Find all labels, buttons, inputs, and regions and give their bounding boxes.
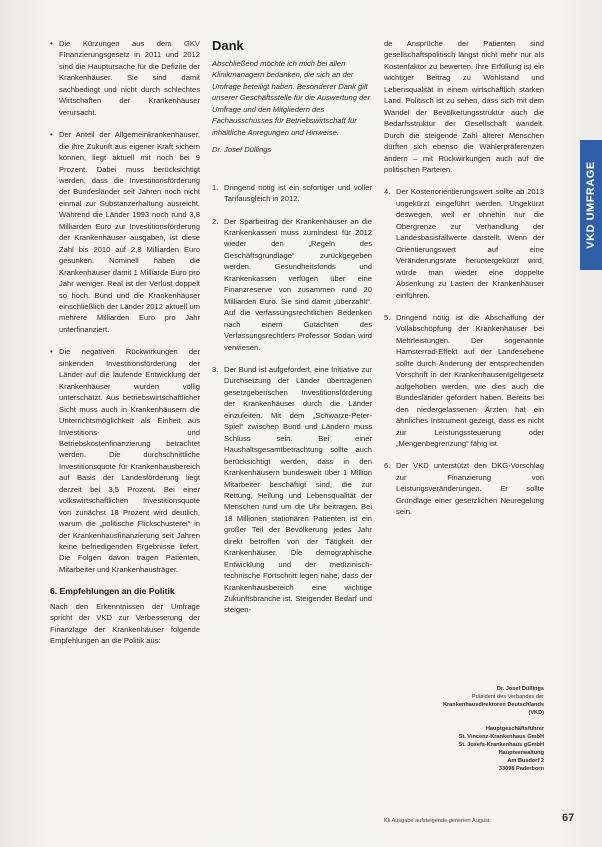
item-text: Der Kostenorientierungswert sollte ab 2013 ungekürzt eingeführt werden. Ungekürzt deswegen, weil er ohnehin nur die Obergrenze zur Verhandlung der Landesbasisfallwerte darstellt. Wenn der Orientierungswert auf eine Veränderungsrate heruntergekürzt wird, würde man wieder eine doppelte Absenkung zu Lasten der Krankenhäuser einführen. [396, 187, 544, 300]
item-number: 1. [212, 182, 219, 192]
item-number: 4. [384, 187, 391, 197]
signature-block [384, 685, 544, 773]
signature-org: St. Vincenz-Krankenhaus GmbH [458, 734, 544, 740]
signature-role: Präsident des Verbandes der [471, 694, 544, 700]
bullet-text: Die Kürzungen aus dem GKV FInanzierungsgesetz in 2011 und 2012 sind die Hauptursache für die Defizite der Krankenhäuser. Sie sind damit sachbedingt und nicht durch schlechtes Wirtschaften der Krankenhäuser verursacht. [59, 39, 200, 117]
continuation-text: de Ansprüche der Patienten sind gesellschaftspolitisch längst nicht mehr nur als Kostenfaktor zu bewerten. Ihre Erfüllung ist ein wichtiger Beitrag zu Wohlstand und Lebensqualität in einem wirtschaftlich starken Land. Politisch ist zu sehen, dass sich mit dem Wandel der Bevölkerungsstruktur auch die Bedarfsstruktur der Gesellschaft wandelt. Durch die steigende Zahl älterer Menschen dürften sich ebenso die Wählerpräferenzen ändern – mit Rückwirkungen auch auf die politischen Parteien. [384, 39, 544, 174]
signature-role: Hauptgeschäftsführer [485, 726, 544, 732]
section-heading: 6. Empfehlungen an die Politik [50, 586, 175, 597]
signature-street: Am Busdorf 2 [507, 758, 544, 764]
item-text: Der Sparbeitrag der Krankenhäuser an die Krankenkassen muss zumindest für 2012 wieder den „Regeln des Geschäftsgrundlage“ zurückgegeben werden. Gesundheitsfonds und Krankenkassen verfügen über eine Finanzreserve von zusammen rund 20 Milliarden Euro. Sie sind damit „überzahlt“. Auf die verfassungsrechtlichen Bedenken nach einem Gutachten des Verfassungsrechtlers Professor Sodan wird verwiesen. [224, 216, 372, 352]
signature-org: St. Josefs-Krankenhaus gGmbH [458, 742, 544, 748]
item-number: 2. [212, 216, 219, 226]
recommendation-item [212, 364, 372, 616]
item-text: Dringend nötig ist ein sofortiger und voller Tarifausgleich in 2012. [224, 182, 372, 204]
section-tab-label: VKD UMFRAGE [585, 161, 597, 249]
bullet-icon: • [50, 39, 53, 48]
bullet-item [50, 38, 200, 118]
recommendation-item [212, 216, 372, 353]
column-right [384, 38, 544, 529]
section-tab [580, 140, 602, 270]
column-middle [212, 38, 372, 627]
dank-signature: Dr. Josef Düllings [212, 145, 272, 155]
page-number: 67 [562, 812, 575, 824]
bullet-item [50, 129, 200, 335]
bullet-icon: • [50, 130, 53, 140]
signature-role: (VKD) [528, 710, 544, 716]
item-number: 6. [384, 461, 391, 471]
signature-role: Krankenhausdirektoren Deutschlands [442, 702, 544, 708]
item-text: Der Bund ist aufgefordert, eine Initiative zur Durchsetzung der Länder übertragenen gesetzgeberischen Investitionsförderung der Krankenhäuser durch die Länder einzuleiten. Mit dem „Schwarze-Peter-Spiel“ zwischen Bund und Ländern muss Schluss sein. Bei einer Haushaltsgesamtbetrachtung sollte auch berücksichtigt werden, dass in den Krankenhäusern bundesweit über 1 Million Mitarbeiter beschäftigt sind, die zur Rettung, Heilung und Lebensqualität der Menschen rund um die Uhr beitragen. Bei 18 Millionen stationären Patienten ist ein großer Teil der Bevölkerung jedes Jahr direkt betroffen von der Tätigkeit der Krankenhäuser. Die demographische Entwicklung und der medizinisch-technische Fortschritt legen nahe, dass der Krankenhausbereich eine wichtige Zukunftsbranche ist. Steigender Bedarf und steigen- [224, 364, 372, 615]
recommendation-item [212, 182, 372, 205]
recommendation-item [384, 312, 544, 449]
bullet-text: Der Anteil der Allgemeinkrankenhäuser, die ihre Zukunft aus eigener Kraft sichern können, liegt aktuell mit noch bei 9 Prozent. Dabei muss berücksichtigt werden, dass die Investitionsförderung der Bundesländer seit Jahren noch nicht einmal zur Substanzerhaltung ausreicht. Während die Länder 1993 noch rund 3,8 Milliarden Euro zur Investitionsförderung der Krankenhäuser ausgaben, ist diese Zahl bis 2010 auf 2,8 Milliarden Euro gesunken. Nominell haben die Krankenhäuser damit 1 Milliarde Euro pro Jahr weniger. Real ist der Verlust doppelt so hoch. Bund und die Krankenhäuser einschließlich der Länder 2012 aktuell um mehrere Milliarden Euro pro Jahr unterfinanziert. [59, 130, 200, 334]
item-text: Dringend nötig ist die Abschaffung der Vollabschöpfung der Krankenhäuser bei Mehrleistungen. Der sogenannte Hamsterrad-Effekt auf der Landesebene sollte durch Änderung der entsprechenden Vorschrift in der Krankenhausentgeltgesetz aufgehoben werden, wie dies auch die Bundesländer gefordert haben. Bereits bei den niedergelassenen Ärzten hat ein ähnliches Instrument gezeigt, dass es nicht zur Leistungssteuerung oder „Mengenbegrenzung“ fähig ist. [396, 312, 544, 448]
bullet-icon: • [50, 347, 53, 357]
dank-text: Abschließend möchte ich mich bei allen Klinikmanagern bedanken, die sich an der Umfrage beteiligt haben. Besonderer Dank gilt unserer Geschäftsstelle für die Auswertung der Umfrage und den Mitgliedern des Fachausschusses für Betriebswirtschaft für inhaltliche Anregungen und Hinweise. [212, 59, 371, 137]
recommendation-item [384, 186, 544, 301]
bullet-item [50, 346, 200, 575]
signature-org: Hauptverwaltung [498, 750, 544, 756]
signature-name: Dr. Josef Düllings [496, 686, 544, 692]
item-number: 5. [384, 312, 391, 322]
section-text: Nach den Erkenntnissen der Umfrage spricht der VKD zur Verbesserung der Finanzlage der Krankenhäuser folgende Empfehlungen an die Politik aus: [50, 601, 200, 646]
dank-title: Dank [212, 38, 244, 53]
signature-city: 33098 Paderborn [498, 766, 544, 772]
column-left [50, 38, 200, 647]
item-text: Der VKD unterstützt den DKG-Vorschlag zur Finanzierung von Leistungsveränderungen. Er sollte Grundlage einer gesetzlichen Neuregelung sein. [396, 461, 544, 517]
bullet-text: Die negativen Rückwirkungen der sinkenden Investitionsförderung der Länder auf die laufende Entwicklung der Krankenhäuser wurden völlig unterschätzt. Aus betriebswirtschaftlicher Sicht muss auch in Krankenhäusern die Unterrichtsmöglichkeit als Einheit aus Investitions- und Betriebskostenfinanzierung betrachtet werden. Die durchschnittliche Investitionsquote für Krankenhausbereich auf Basis der Landesförderung liegt derzeit bei 3,5 Prozent. Bei einer volkswirtschaftlichen Investitionsquote von zunächst 18 Prozent wird deutlich, warum die „politische Flickschusterei“ in der Krankenhausfinanzierung seit Jahren keine befriedigenden Ergebnisse liefert. Die Folgen davon tragen Patienten, Mitarbeiter und Krankenhausträger. [59, 347, 200, 574]
footer-text: Kli Ausgabe aufsteigende generiert August [384, 818, 490, 824]
item-number: 3. [212, 364, 219, 374]
recommendation-item [384, 460, 544, 517]
